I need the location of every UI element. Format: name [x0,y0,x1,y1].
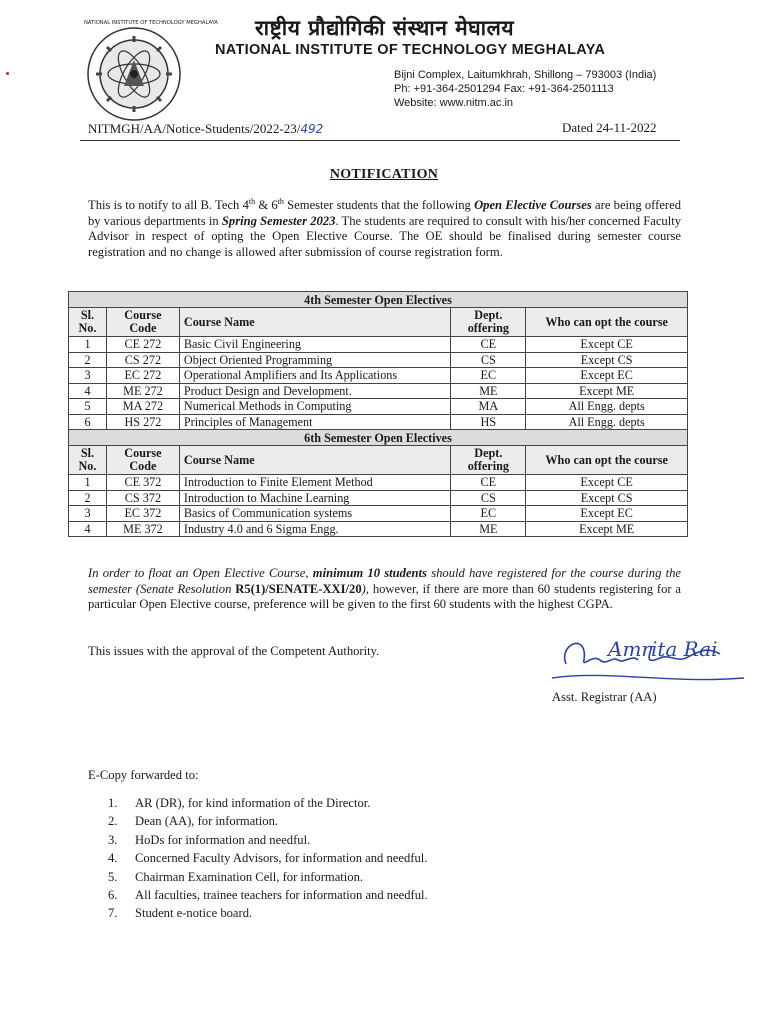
table-cell: HS 272 [106,414,179,430]
table-cell: CS 372 [106,490,179,506]
table-cell: Except EC [526,368,688,384]
table-header-row [69,308,688,337]
list-item [108,833,428,851]
notice-date: Dated 24-11-2022 [562,120,657,135]
table-cell: ME 372 [106,521,179,537]
table-cell: ME [451,521,526,537]
column-header: Dept. offering [451,446,526,475]
column-header: Sl. No. [69,308,107,337]
table-row [69,352,688,368]
table-cell: CE [451,337,526,353]
table-cell: 2 [69,352,107,368]
column-header: Course Code [106,308,179,337]
institute-hindi-name: राष्ट्रीय प्रौद्योगिकी संस्थान मेघालय [255,16,515,40]
table-cell: Operational Amplifiers and Its Applications [179,368,450,384]
institute-address: Bijni Complex, Laitumkhrah, Shillong – 793003 (India) [394,69,657,81]
table-cell: Except CS [526,490,688,506]
open-electives-table [68,291,688,537]
list-item-number: 2. [108,814,118,829]
table-cell: 3 [69,506,107,522]
table-cell: ME [451,383,526,399]
institute-name: NATIONAL INSTITUTE OF TECHNOLOGY MEGHALAYA [215,42,606,58]
table-cell: 3 [69,368,107,384]
institute-website: Website: www.nitm.ac.in [394,97,514,109]
table-cell: Except CE [526,337,688,353]
institute-phone-fax: Ph: +91-364-2501294 Fax: +91-364-2501113 [394,83,614,95]
approval-statement: This issues with the approval of the Competent Authority. [88,644,380,658]
table-row [69,490,688,506]
table-cell: Numerical Methods in Computing [179,399,450,415]
list-item [108,796,428,814]
table-cell: 4 [69,521,107,537]
table-cell: EC 372 [106,506,179,522]
table-cell: 6 [69,414,107,430]
notice-title: NOTIFICATION [329,167,439,182]
table-cell: CE 372 [106,475,179,491]
list-item-number: 6. [108,887,118,902]
column-header: Sl. No. [69,446,107,475]
column-header: Who can opt the course [526,308,688,337]
table-cell: EC 272 [106,368,179,384]
table-row [69,521,688,537]
column-header: Course Name [179,308,450,337]
table-cell: 5 [69,399,107,415]
reference-handwritten: 492 [300,122,324,136]
table-cell: MA 272 [106,399,179,415]
list-item-text: AR (DR), for kind information of the Director. [135,796,371,810]
column-header: Course Code [106,446,179,475]
table-cell: Except ME [526,383,688,399]
signatory-title: Asst. Registrar (AA) [552,690,657,704]
list-item-text: Chairman Examination Cell, for information. [135,869,364,884]
signature-text: Amrita Rai [608,637,718,661]
table-row [69,383,688,399]
list-item-text: HoDs for information and needful. [135,832,311,847]
float-note-paragraph: In order to float an Open Elective Course, minimum 10 students should have registered for the course during the semester (Senate Resolution R5(1)/SENATE-XXI/20), however, if there are more than 60 students registering for a particular Open Elective course, preference will be given to the first 60 students with the highest CGPA. [88,566,681,612]
table-cell: CE [451,475,526,491]
institute-logo [84,20,218,124]
column-header: Dept. offering [451,308,526,337]
table-cell: Object Oriented Programming [179,352,450,368]
signature [548,624,748,688]
table-row [69,506,688,522]
list-item-text: Concerned Faculty Advisors, for information and needful. [135,851,428,866]
table-row [69,368,688,384]
column-header: Course Name [179,446,450,475]
table-section-title: 4th Semester Open Electives [69,292,688,308]
table-cell: HS [451,414,526,430]
table-cell: ME 272 [106,383,179,399]
list-item [108,851,428,869]
list-item-text: Student e-notice board. [135,906,253,921]
table-cell: Except ME [526,521,688,537]
table-section-title: 6th Semester Open Electives [69,430,688,446]
list-item-number: 5. [108,869,118,884]
table-cell: Introduction to Finite Element Method [179,475,450,491]
list-item-text: All faculties, trainee teachers for information and needful. [135,887,428,902]
table-cell: 4 [69,383,107,399]
ecopy-list [108,796,428,925]
notice-reference [88,121,323,137]
table-row [69,414,688,430]
table-cell: Basic Civil Engineering [179,337,450,353]
table-cell: 1 [69,475,107,491]
table-cell: CE 272 [106,337,179,353]
list-item [108,814,428,832]
table-cell: Product Design and Development. [179,383,450,399]
list-item-number: 7. [108,906,118,921]
reference-number: NITMGH/AA/Notice-Students/2022-23/ [88,121,301,136]
table-cell: 2 [69,490,107,506]
table-cell: Industry 4.0 and 6 Sigma Engg. [179,521,450,537]
table-row [69,399,688,415]
table-cell: CS 272 [106,352,179,368]
table-cell: Except CE [526,475,688,491]
table-cell: MA [451,399,526,415]
intro-paragraph: This is to notify to all B. Tech 4th & 6th Semester students that the following Open Elective Courses are being offered by various departments in Spring Semester 2023. The students are required to consult with his/her concerned Faculty Advisor in respect of opting the Open Elective Course. The OE should be finalised during semester course registration and no change is allowed after submission of course registration form. [88,197,682,259]
table-cell: Principles of Management [179,414,450,430]
list-item-number: 3. [108,832,118,847]
scan-mark [6,72,9,75]
table-cell: 1 [69,337,107,353]
ecopy-heading: E-Copy forwarded to: [88,768,199,782]
logo-ring-text: NATIONAL INSTITUTE OF TECHNOLOGY MEGHALAYA [84,20,218,26]
table-cell: All Engg. depts [526,399,688,415]
table-cell: EC [451,506,526,522]
table-row [69,337,688,353]
list-item-number: 4. [108,851,118,866]
table-row [69,475,688,491]
column-header: Who can opt the course [526,446,688,475]
list-item [108,870,428,888]
table-cell: Introduction to Machine Learning [179,490,450,506]
list-item [108,906,428,924]
table-cell: CS [451,352,526,368]
table-cell: Except CS [526,352,688,368]
table-cell: CS [451,490,526,506]
table-header-row [69,446,688,475]
list-item-number: 1. [108,796,118,810]
table-cell: Except EC [526,506,688,522]
table-cell: EC [451,368,526,384]
header-divider [80,140,680,141]
list-item-text: Dean (AA), for information. [135,814,279,829]
list-item [108,888,428,906]
table-cell: Basics of Communication systems [179,506,450,522]
table-cell: All Engg. depts [526,414,688,430]
